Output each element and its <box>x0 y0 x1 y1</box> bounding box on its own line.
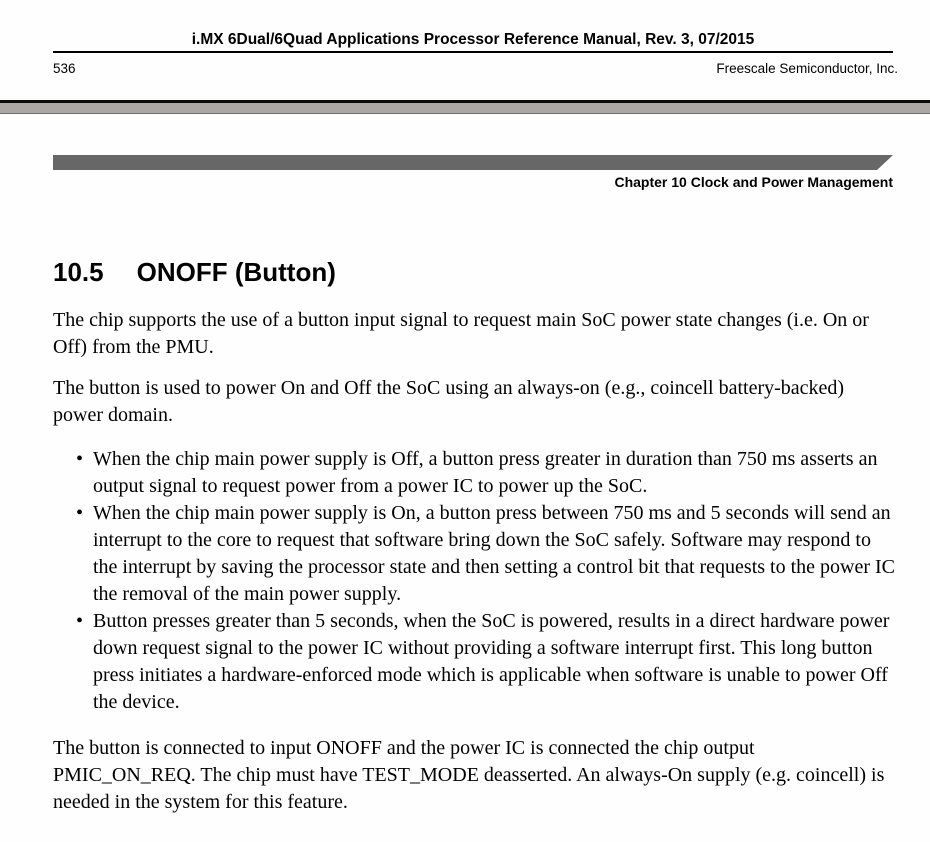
body-paragraph-2: The button is used to power On and Off the SoC using an always-on (e.g., coincell battery-backed) power domain. <box>53 377 845 426</box>
list-item: • When the chip main power supply is Off, a button press greater in duration than 750 ms asserts an output signal to request power from a power IC to power up the SoC. <box>53 446 896 500</box>
page-divider-band <box>0 100 930 114</box>
list-item: • Button presses greater than 5 seconds, when the SoC is powered, results in a direct hardware power down request signal to the power IC without providing a software interrupt first. This long button press initiates a hardware-enforced mode which is applicable when software is unable to power Off the device. <box>53 608 896 716</box>
section-content <box>53 243 896 816</box>
body-paragraph-1: The chip supports the use of a button input signal to request main SoC power state changes (i.e. On or Off) from the PMU. <box>53 309 869 358</box>
section-number: 10.5 <box>53 257 104 287</box>
publisher-name: Freescale Semiconductor, Inc. <box>716 61 898 76</box>
section-heading <box>53 257 896 287</box>
header-rule <box>53 51 893 53</box>
list-item: • When the chip main power supply is On, a button press between 750 ms and 5 seconds will send an interrupt to the core to request that software bring down the SoC safely. Software may respond to the interrupt by saving the processor state and then setting a control bit that requests to the power IC the removal of the main power supply. <box>53 500 896 608</box>
body-paragraph-closing: The button is connected to input ONOFF and the power IC is connected the chip output PMIC_ON_REQ. The chip must have TEST_MODE deasserted. An always-On supply (e.g. coincell) is needed in the system for this feature. <box>53 737 885 813</box>
header-meta-row <box>53 61 898 76</box>
page-number: 536 <box>53 61 76 76</box>
chapter-label: Chapter 10 Clock and Power Management <box>614 174 893 190</box>
manual-title-header: i.MX 6Dual/6Quad Applications Processor Reference Manual, Rev. 3, 07/2015 <box>191 31 755 48</box>
chapter-banner-bar <box>53 155 893 170</box>
button-behavior-list <box>53 446 896 716</box>
section-title: ONOFF (Button) <box>136 257 336 287</box>
